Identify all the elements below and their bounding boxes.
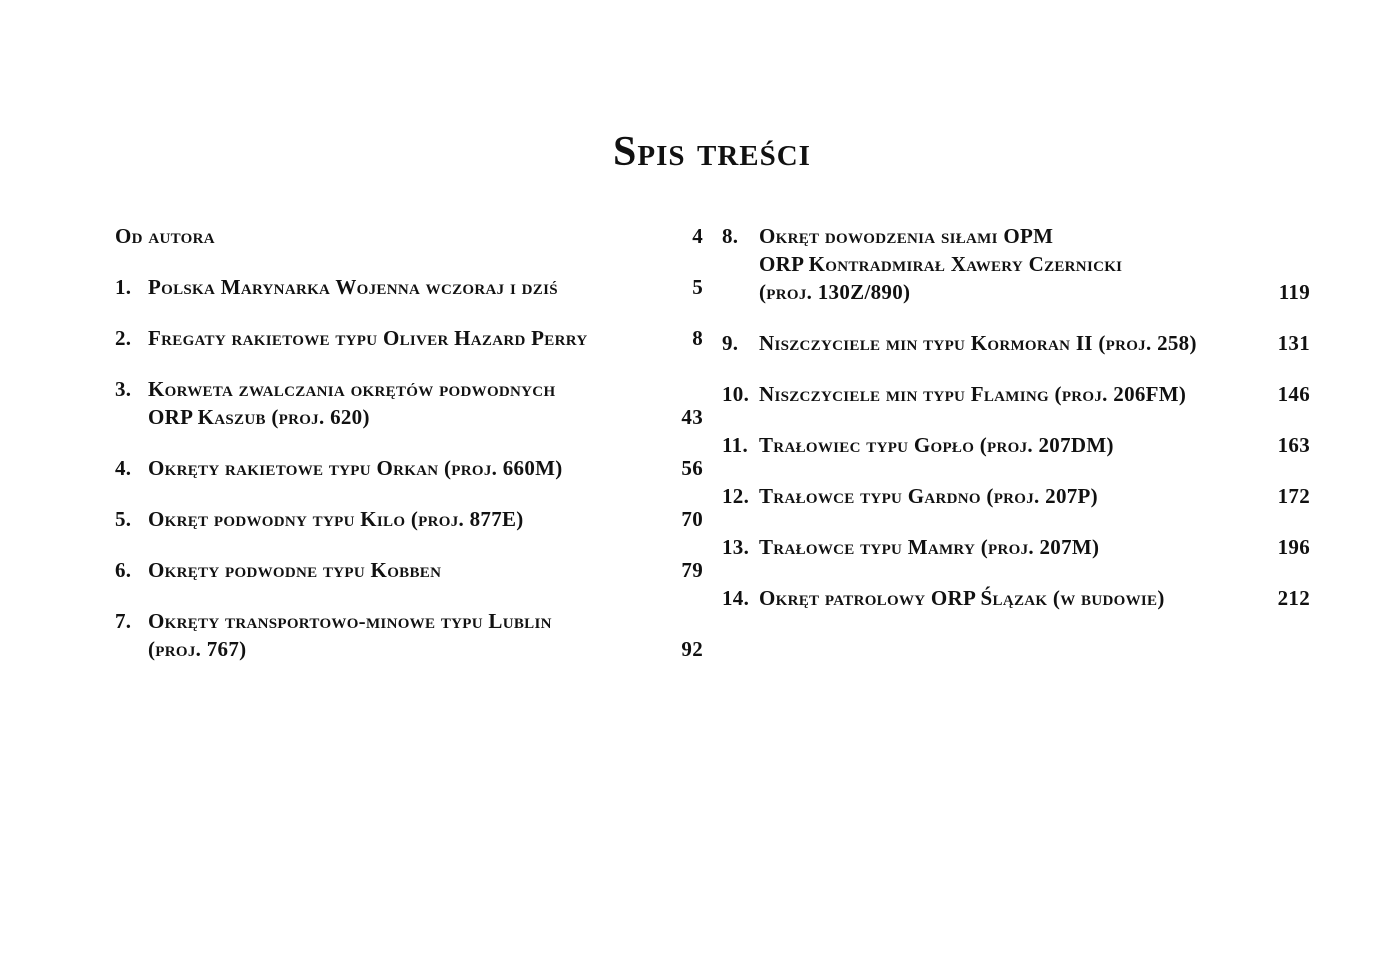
toc-entry-title-continued: ORP Kaszub (proj. 620): [148, 405, 370, 429]
toc-entry-title: Od autora: [115, 224, 215, 248]
toc-page-number: 119: [1278, 280, 1310, 304]
toc-left-column: [115, 222, 703, 663]
toc-entry-title: Okręty podwodne typu Kobben: [148, 558, 442, 582]
toc-entry-title: Polska Marynarka Wojenna wczoraj i dziś: [148, 275, 558, 299]
toc-entry-number: 13.: [722, 535, 750, 559]
toc-entry: [115, 324, 703, 352]
toc-entry: [115, 454, 703, 482]
toc-entry: [115, 607, 703, 663]
toc-entry: [722, 329, 1310, 357]
toc-entry: [115, 505, 703, 533]
toc-page-number: 79: [681, 558, 703, 582]
toc-entry-title: Okręt podwodny typu Kilo (proj. 877E): [148, 507, 524, 531]
toc-entry: [115, 222, 703, 250]
toc-page-number: 4: [692, 224, 703, 248]
toc-entry: [722, 533, 1310, 561]
toc-page-number: 56: [681, 456, 703, 480]
toc-entry-title: Trałowiec typu Gopło (proj. 207DM): [759, 433, 1114, 457]
toc-entry-title-continued: ORP Kontradmirał Xawery Czernicki: [759, 252, 1123, 276]
toc-entry-title: Korweta zwalczania okrętów podwodnych: [148, 377, 556, 401]
toc-entry: [115, 375, 703, 431]
toc-entry-number: 6.: [115, 558, 132, 582]
toc-entry-title: Okręty rakietowe typu Orkan (proj. 660M): [148, 456, 563, 480]
toc-page-number: 212: [1277, 586, 1310, 610]
toc-entry-number: 3.: [115, 377, 132, 401]
toc-entry-title: Fregaty rakietowe typu Oliver Hazard Perry: [148, 326, 588, 350]
toc-entry-title: Trałowce typu Gardno (proj. 207P): [759, 484, 1098, 508]
toc-entry-title: Niszczyciele min typu Kormoran II (proj. 258): [759, 331, 1197, 355]
toc-right-column: [722, 222, 1310, 612]
toc-entry-number: 12.: [722, 484, 750, 508]
toc-entry: [115, 556, 703, 584]
page-title: Spis treści: [613, 129, 811, 175]
toc-entry-number: 1.: [115, 275, 132, 299]
toc-page-number: 196: [1277, 535, 1310, 559]
toc-entry: [722, 431, 1310, 459]
toc-entry-title: Trałowce typu Mamry (proj. 207M): [759, 535, 1100, 559]
toc-page-number: 43: [681, 405, 703, 429]
toc-entry-title-continued: (proj. 767): [148, 637, 247, 661]
toc-page-number: 172: [1277, 484, 1310, 508]
toc-page-number: 5: [692, 275, 703, 299]
toc-entry-number: 14.: [722, 586, 750, 610]
toc-entry-number: 2.: [115, 326, 132, 350]
toc-entry: [722, 482, 1310, 510]
toc-entry-number: 11.: [722, 433, 748, 457]
toc-entry-number: 4.: [115, 456, 132, 480]
toc-entry: [722, 380, 1310, 408]
toc-page-number: 146: [1277, 382, 1310, 406]
toc-entry: [115, 273, 703, 301]
toc-page-number: 70: [681, 507, 703, 531]
toc-entry-number: 8.: [722, 224, 739, 248]
toc-page-number: 163: [1277, 433, 1310, 457]
toc-entry-number: 10.: [722, 382, 750, 406]
toc-entry-title: Niszczyciele min typu Flaming (proj. 206FM): [759, 382, 1187, 406]
toc-entry: [722, 584, 1310, 612]
toc-entry-title: Okręt patrolowy ORP Ślązak (w budowie): [759, 586, 1165, 610]
toc-page-number: 92: [681, 637, 703, 661]
toc-page-number: 131: [1277, 331, 1310, 355]
toc-entry-title-continued: (proj. 130Z/890): [759, 280, 911, 304]
toc-entry: [722, 222, 1310, 306]
toc-entry-number: 9.: [722, 331, 739, 355]
toc-page-number: 8: [692, 326, 703, 350]
toc-entry-number: 7.: [115, 609, 132, 633]
toc-entry-title: Okręty transportowo-minowe typu Lublin: [148, 609, 552, 633]
toc-entry-number: 5.: [115, 507, 132, 531]
toc-entry-title: Okręt dowodzenia siłami OPM: [759, 224, 1054, 248]
